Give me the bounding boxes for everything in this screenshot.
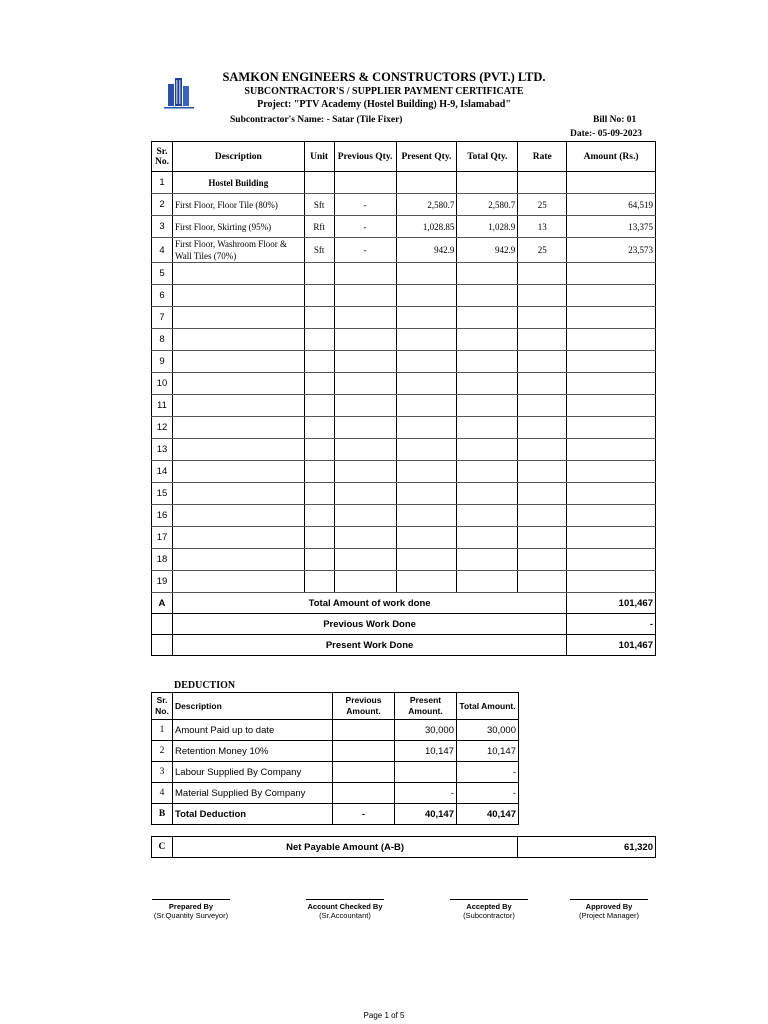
bill-number: Bill No: 01 <box>593 115 637 125</box>
ded-cell-present: 10,147 <box>395 741 457 762</box>
cell-description <box>172 461 304 483</box>
certificate-title: SUBCONTRACTOR'S / SUPPLIER PAYMENT CERTIFICATE <box>244 86 524 97</box>
table-row <box>152 194 656 216</box>
cell-rate: 25 <box>518 194 567 216</box>
cell-total-qty: 1,028.9 <box>457 216 518 238</box>
table-header-row <box>152 142 656 172</box>
ded-col-sr: Sr. No. <box>152 693 173 720</box>
previous-work-value: - <box>567 614 656 635</box>
cell-amount <box>567 395 656 417</box>
cell-description <box>172 571 304 593</box>
table-row <box>152 216 656 238</box>
cell-amount <box>567 439 656 461</box>
cell-total-qty: 942.9 <box>457 238 518 263</box>
cell-rate: 25 <box>518 238 567 263</box>
cell-present-qty <box>396 505 457 527</box>
cell-unit <box>304 329 334 351</box>
cell-sr: 5 <box>152 263 173 285</box>
cell-previous-qty: - <box>334 216 396 238</box>
cell-previous-qty <box>334 307 396 329</box>
present-work-blank <box>152 635 173 656</box>
table-row <box>152 549 656 571</box>
cell-previous-qty <box>334 351 396 373</box>
cell-unit <box>304 285 334 307</box>
cell-amount <box>567 461 656 483</box>
cell-sr: 11 <box>152 395 173 417</box>
cell-present-qty <box>396 395 457 417</box>
ded-cell-description: Material Supplied By Company <box>173 783 333 804</box>
col-header-amount: Amount (Rs.) <box>567 142 656 172</box>
cell-present-qty <box>396 461 457 483</box>
ded-col-present: Present Amount. <box>395 693 457 720</box>
cell-description <box>172 263 304 285</box>
cell-description <box>172 307 304 329</box>
ded-cell-sr: 4 <box>152 783 173 804</box>
cell-amount: 23,573 <box>567 238 656 263</box>
cell-sr: 16 <box>152 505 173 527</box>
col-header-sr: Sr. No. <box>152 142 173 172</box>
ded-cell-total: - <box>457 762 519 783</box>
cell-description <box>172 373 304 395</box>
table-row <box>152 238 656 263</box>
cell-unit <box>304 172 334 194</box>
cell-amount <box>567 307 656 329</box>
cell-previous-qty: - <box>334 238 396 263</box>
cell-total-qty <box>457 461 518 483</box>
cell-sr: 17 <box>152 527 173 549</box>
cell-previous-qty <box>334 373 396 395</box>
cell-description <box>172 505 304 527</box>
cell-unit <box>304 373 334 395</box>
present-work-value: 101,467 <box>567 635 656 656</box>
signature-prepared <box>146 899 236 920</box>
cell-total-qty: 2,580.7 <box>457 194 518 216</box>
cell-unit: Sft <box>304 238 334 263</box>
cell-rate <box>518 351 567 373</box>
net-payable-label: Net Payable Amount (A-B) <box>172 837 517 858</box>
signature-line <box>152 899 230 900</box>
cell-rate <box>518 505 567 527</box>
cell-rate <box>518 549 567 571</box>
ded-col-description: Description <box>173 693 333 720</box>
net-payable-table <box>151 836 656 858</box>
bill-date: Date:- 05-09-2023 <box>570 129 643 139</box>
cell-total-qty <box>457 373 518 395</box>
cell-present-qty: 942.9 <box>396 238 457 263</box>
cell-unit <box>304 263 334 285</box>
signature-title: Account Checked By <box>307 902 383 911</box>
signature-title: Accepted By <box>466 902 512 911</box>
cell-amount <box>567 527 656 549</box>
cell-description <box>172 439 304 461</box>
cell-unit <box>304 549 334 571</box>
table-row <box>152 395 656 417</box>
cell-sr: 15 <box>152 483 173 505</box>
cell-sr: 3 <box>152 216 173 238</box>
signature-role: (Sr.Quantity Surveyor) <box>153 911 229 920</box>
cell-present-qty <box>396 571 457 593</box>
cell-previous-qty <box>334 395 396 417</box>
signature-approved <box>564 899 654 920</box>
signature-accepted <box>444 899 534 920</box>
cell-unit <box>304 395 334 417</box>
cell-sr: 2 <box>152 194 173 216</box>
ded-total-sr: B <box>152 804 173 825</box>
cell-total-qty <box>457 395 518 417</box>
cell-rate <box>518 172 567 194</box>
cell-total-qty <box>457 263 518 285</box>
cell-description: First Floor, Floor Tile (80%) <box>172 194 304 216</box>
cell-present-qty: 2,580.7 <box>396 194 457 216</box>
ded-cell-present: 30,000 <box>395 720 457 741</box>
deduction-row <box>152 741 519 762</box>
signature-checked <box>300 899 390 920</box>
cell-amount <box>567 285 656 307</box>
cell-previous-qty <box>334 527 396 549</box>
net-payable-code: C <box>152 837 173 858</box>
total-work-label: Total Amount of work done <box>172 593 566 614</box>
table-row <box>152 172 656 194</box>
total-work-row <box>152 593 656 614</box>
col-header-description: Description <box>172 142 304 172</box>
cell-previous-qty <box>334 483 396 505</box>
ded-cell-description: Amount Paid up to date <box>173 720 333 741</box>
cell-present-qty <box>396 417 457 439</box>
cell-total-qty <box>457 351 518 373</box>
cell-rate <box>518 527 567 549</box>
cell-previous-qty <box>334 439 396 461</box>
table-row <box>152 263 656 285</box>
cell-total-qty <box>457 417 518 439</box>
ded-cell-total: 30,000 <box>457 720 519 741</box>
cell-rate <box>518 461 567 483</box>
present-work-row <box>152 635 656 656</box>
ded-cell-present: - <box>395 783 457 804</box>
cell-sr: 14 <box>152 461 173 483</box>
signature-title: Approved By <box>585 902 633 911</box>
col-header-unit: Unit <box>304 142 334 172</box>
cell-total-qty <box>457 571 518 593</box>
cell-present-qty <box>396 263 457 285</box>
cell-total-qty <box>457 307 518 329</box>
cell-present-qty <box>396 329 457 351</box>
work-items-table <box>151 141 656 656</box>
cell-unit <box>304 483 334 505</box>
cell-amount <box>567 263 656 285</box>
table-row <box>152 571 656 593</box>
cell-unit <box>304 307 334 329</box>
cell-sr: 19 <box>152 571 173 593</box>
project-name: Project: "PTV Academy (Hostel Building) H-9, Islamabad" <box>257 99 511 110</box>
table-row <box>152 439 656 461</box>
cell-rate <box>518 571 567 593</box>
cell-amount: 13,375 <box>567 216 656 238</box>
table-row <box>152 373 656 395</box>
cell-previous-qty <box>334 417 396 439</box>
deduction-row <box>152 762 519 783</box>
previous-work-label: Previous Work Done <box>172 614 566 635</box>
cell-amount <box>567 483 656 505</box>
cell-rate <box>518 417 567 439</box>
cell-sr: 1 <box>152 172 173 194</box>
cell-sr: 8 <box>152 329 173 351</box>
cell-amount: 64,519 <box>567 194 656 216</box>
deduction-title: DEDUCTION <box>174 680 236 691</box>
cell-unit <box>304 505 334 527</box>
cell-previous-qty <box>334 505 396 527</box>
cell-previous-qty <box>334 285 396 307</box>
signature-line <box>450 899 528 900</box>
cell-sr: 12 <box>152 417 173 439</box>
total-work-value: 101,467 <box>567 593 656 614</box>
table-row <box>152 329 656 351</box>
cell-unit <box>304 417 334 439</box>
present-work-label: Present Work Done <box>172 635 566 656</box>
cell-total-qty <box>457 439 518 461</box>
cell-sr: 13 <box>152 439 173 461</box>
ded-cell-sr: 1 <box>152 720 173 741</box>
cell-unit <box>304 439 334 461</box>
table-row <box>152 307 656 329</box>
ded-cell-total: - <box>457 783 519 804</box>
cell-rate <box>518 395 567 417</box>
cell-total-qty <box>457 527 518 549</box>
net-payable-row <box>152 837 656 858</box>
table-row <box>152 285 656 307</box>
cell-unit <box>304 461 334 483</box>
cell-total-qty <box>457 172 518 194</box>
cell-total-qty <box>457 505 518 527</box>
cell-rate <box>518 307 567 329</box>
cell-present-qty <box>396 307 457 329</box>
cell-amount <box>567 351 656 373</box>
cell-unit <box>304 571 334 593</box>
col-header-previous-qty: Previous Qty. <box>334 142 396 172</box>
cell-description: First Floor, Washroom Floor & Wall Tiles (70%) <box>172 238 304 263</box>
total-deduction-row <box>152 804 519 825</box>
cell-description: Hostel Building <box>172 172 304 194</box>
cell-present-qty: 1,028.85 <box>396 216 457 238</box>
cell-rate: 13 <box>518 216 567 238</box>
cell-rate <box>518 483 567 505</box>
cell-total-qty <box>457 549 518 571</box>
cell-amount <box>567 571 656 593</box>
col-header-rate: Rate <box>518 142 567 172</box>
signature-role: (Subcontractor) <box>463 911 515 920</box>
cell-description <box>172 527 304 549</box>
ded-col-total: Total Amount. <box>457 693 519 720</box>
deduction-table <box>151 692 519 825</box>
col-header-total-qty: Total Qty. <box>457 142 518 172</box>
ded-cell-previous <box>333 783 395 804</box>
cell-description <box>172 285 304 307</box>
cell-present-qty <box>396 351 457 373</box>
ded-cell-total: 10,147 <box>457 741 519 762</box>
cell-sr: 7 <box>152 307 173 329</box>
cell-amount <box>567 172 656 194</box>
cell-sr: 4 <box>152 238 173 263</box>
ded-total-description: Total Deduction <box>173 804 333 825</box>
cell-amount <box>567 373 656 395</box>
cell-amount <box>567 549 656 571</box>
cell-previous-qty <box>334 263 396 285</box>
cell-total-qty <box>457 329 518 351</box>
cell-previous-qty <box>334 549 396 571</box>
cell-rate <box>518 285 567 307</box>
cell-sr: 18 <box>152 549 173 571</box>
ded-cell-description: Retention Money 10% <box>173 741 333 762</box>
cell-sr: 6 <box>152 285 173 307</box>
cell-present-qty <box>396 373 457 395</box>
cell-amount <box>567 329 656 351</box>
ded-cell-sr: 2 <box>152 741 173 762</box>
ded-cell-present <box>395 762 457 783</box>
previous-work-row <box>152 614 656 635</box>
cell-unit <box>304 351 334 373</box>
previous-work-blank <box>152 614 173 635</box>
table-row <box>152 527 656 549</box>
signature-line <box>306 899 384 900</box>
company-name: SAMKON ENGINEERS & CONSTRUCTORS (PVT.) LTD. <box>222 70 546 84</box>
ded-total-previous: - <box>333 804 395 825</box>
table-row <box>152 483 656 505</box>
ded-total-total: 40,147 <box>457 804 519 825</box>
col-header-present-qty: Present Qty. <box>396 142 457 172</box>
ded-cell-previous <box>333 720 395 741</box>
ded-total-present: 40,147 <box>395 804 457 825</box>
signature-role: (Project Manager) <box>578 911 640 920</box>
table-row <box>152 351 656 373</box>
cell-previous-qty <box>334 571 396 593</box>
cell-present-qty <box>396 527 457 549</box>
deduction-row <box>152 720 519 741</box>
deduction-row <box>152 783 519 804</box>
cell-description <box>172 549 304 571</box>
cell-previous-qty: - <box>334 194 396 216</box>
cell-unit <box>304 527 334 549</box>
cell-sr: 9 <box>152 351 173 373</box>
cell-description <box>172 417 304 439</box>
ded-cell-sr: 3 <box>152 762 173 783</box>
cell-present-qty <box>396 549 457 571</box>
net-payable-value: 61,320 <box>518 837 656 858</box>
signature-title: Prepared By <box>168 902 214 911</box>
cell-rate <box>518 439 567 461</box>
table-row <box>152 417 656 439</box>
cell-rate <box>518 263 567 285</box>
cell-previous-qty <box>334 461 396 483</box>
cell-rate <box>518 329 567 351</box>
deduction-header-row <box>152 693 519 720</box>
table-row <box>152 505 656 527</box>
cell-previous-qty <box>334 329 396 351</box>
cell-unit: Sft <box>304 194 334 216</box>
cell-previous-qty <box>334 172 396 194</box>
cell-present-qty <box>396 483 457 505</box>
cell-rate <box>518 373 567 395</box>
total-work-code: A <box>152 593 173 614</box>
page-number: Page 1 of 5 <box>363 1011 405 1020</box>
subcontractor-name: Subcontractor's Name: - Satar (Tile Fixer) <box>230 115 403 125</box>
cell-total-qty <box>457 285 518 307</box>
cell-description <box>172 395 304 417</box>
cell-present-qty <box>396 285 457 307</box>
table-row <box>152 461 656 483</box>
ded-cell-previous <box>333 762 395 783</box>
cell-sr: 10 <box>152 373 173 395</box>
cell-total-qty <box>457 483 518 505</box>
cell-unit: Rft <box>304 216 334 238</box>
cell-amount <box>567 505 656 527</box>
cell-present-qty <box>396 172 457 194</box>
ded-col-previous: Previous Amount. <box>333 693 395 720</box>
cell-description <box>172 351 304 373</box>
signature-line <box>570 899 648 900</box>
ded-cell-previous <box>333 741 395 762</box>
ded-cell-description: Labour Supplied By Company <box>173 762 333 783</box>
cell-description <box>172 483 304 505</box>
cell-description: First Floor, Skirting (95%) <box>172 216 304 238</box>
cell-present-qty <box>396 439 457 461</box>
cell-amount <box>567 417 656 439</box>
cell-description <box>172 329 304 351</box>
signature-role: (Sr.Accountant) <box>319 911 371 920</box>
